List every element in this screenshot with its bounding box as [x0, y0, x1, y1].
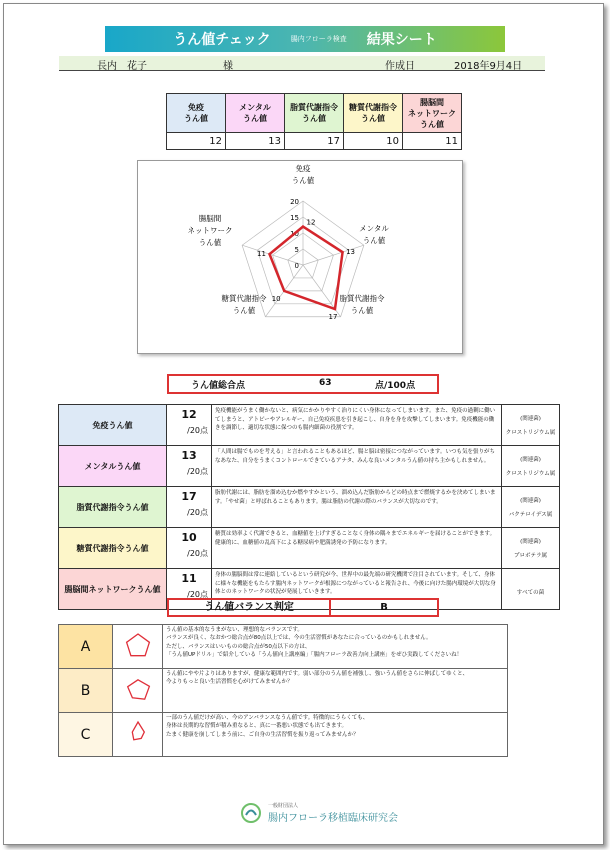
- balance-shape-cell: [113, 669, 163, 713]
- radar-data-point: [341, 251, 343, 253]
- detail-description: 脂肪代謝には、脂肪を溜め込むか燃やすかという、溜め込んだ脂肪からどの時点まで燃焼するかを決めてしまいます。「やせ菌」と呼ばれることもあります。腸は脂肪の代謝の際のバランスが大切なのです。: [212, 487, 502, 528]
- detail-row: [59, 405, 560, 446]
- detail-denominator: /20点: [187, 549, 208, 558]
- balance-shape-cell: [113, 625, 163, 669]
- radar-tick-label: 20: [290, 198, 299, 206]
- radar-value-label: 10: [271, 294, 281, 303]
- score-header-label: うん値: [361, 114, 385, 123]
- balance-description: うん値にやや片よりはありますが、健康な範囲内です。弱い部分のうん値を補強し、強いうん値をさらに伸ばしてゆくと、 今よりもっと良い生活習慣を心がけてみませんか？: [163, 669, 508, 713]
- score-header-label: メンタル: [239, 103, 271, 112]
- radar-axis-label: メンタル: [359, 224, 389, 233]
- related-label: (関連菌): [520, 416, 541, 422]
- radar-chart-frame: [137, 160, 463, 354]
- detail-score-cell: [167, 405, 212, 446]
- related-label: (関連菌): [520, 498, 541, 504]
- score-header-label: うん値: [420, 119, 444, 129]
- org-logo-icon: [240, 802, 262, 824]
- footer: [240, 802, 398, 824]
- radar-tick-label: 0: [294, 262, 299, 270]
- detail-category: メンタルうん値: [59, 446, 167, 487]
- radar-data-point: [302, 225, 304, 227]
- detail-score-cell: [167, 446, 212, 487]
- radar-axis-label: うん値: [350, 306, 374, 315]
- detail-score: 17: [181, 490, 197, 503]
- score-header-cell: [167, 94, 226, 133]
- score-header-label: うん値: [243, 114, 267, 123]
- radar-axis-label: うん値: [232, 306, 256, 315]
- radar-chart: [138, 161, 462, 353]
- score-value-cell: 11: [403, 133, 462, 150]
- result-sheet-label: 結果シート: [366, 32, 437, 48]
- detail-category: 免疫うん値: [59, 405, 167, 446]
- score-header-cell: [403, 94, 462, 133]
- related-label: (関連菌): [520, 539, 541, 545]
- detail-category: 脂質代謝指令うん値: [59, 487, 167, 528]
- detail-description: 免疫機能がうまく働かないと、病気にかかりやすく治りにくい身体になってしまいます。また、免疫の過剰に働いてしまうと、アトピーやアレルギー、自己免疫疾患を引き起こし、自身を身を攻撃してしまいます。免疫機能の働きを調節し、適切な状態に保つのも腸内細菌の役割です。: [212, 405, 502, 446]
- balance-description: 一部のうん値だけが高い、今のアンバランスなうん値です。特徴的にうらくても、 身体は長期的な習慣が積み重なると、真に一番悪い状態でも出てきます。 たまく健康を崩してしまう前に、ご自身の生活習慣を振り返ってみませんか？: [163, 713, 508, 757]
- radar-data-point: [268, 253, 270, 255]
- detail-row: [59, 446, 560, 487]
- score-header-label: うん値: [302, 114, 326, 123]
- balance-grade: C: [59, 713, 113, 757]
- radar-tick-label: 10: [290, 230, 299, 238]
- pentagon-shape-icon: [123, 718, 153, 748]
- balance-result: B: [380, 602, 388, 613]
- detail-row: [59, 487, 560, 528]
- detail-denominator: /20点: [187, 590, 208, 599]
- detail-denominator: /20点: [187, 508, 208, 517]
- radar-axis-label: ネットワーク: [187, 226, 233, 235]
- detail-related-bacteria: [502, 569, 560, 610]
- radar-value-label: 13: [346, 248, 356, 257]
- patient-name: 長内 花子: [97, 61, 147, 72]
- title: うん値チェック: [173, 32, 271, 48]
- org-type: 一般財団法人: [268, 803, 299, 809]
- detail-row: [59, 528, 560, 569]
- radar-tick-label: 5: [294, 246, 299, 254]
- detail-description: 糖質は効率よく代謝できると、血糖値を上げすぎることなく身体の隅々までエネルギーを届けることができます。 健康的に、血糖値の乱高下による糖尿病や肥満誘発の予防になります。: [212, 528, 502, 569]
- name-bar: [59, 56, 545, 71]
- radar-axis-label: 免疫: [295, 164, 311, 173]
- score-header-label: 糖質代謝指令: [349, 103, 397, 112]
- radar-value-label: 11: [257, 250, 266, 259]
- detail-score-cell: [167, 528, 212, 569]
- total-unit: 点/100点: [375, 381, 416, 391]
- org-name: 腸内フローラ移植臨床研究会: [268, 813, 398, 824]
- score-header-label: うん値: [184, 114, 208, 123]
- score-value-cell: 12: [167, 133, 226, 150]
- score-value-cell: 10: [344, 133, 403, 150]
- radar-data-point: [334, 308, 336, 310]
- radar-data-point: [283, 290, 285, 292]
- balance-table: [58, 624, 508, 757]
- score-table: [166, 93, 462, 150]
- score-header-label: 免疫: [188, 103, 204, 112]
- score-header-cell: [226, 94, 285, 133]
- detail-category: 腸脳間ネットワークうん値: [59, 569, 167, 610]
- detail-denominator: /20点: [187, 467, 208, 476]
- related-name: クロストリジウム属: [505, 430, 556, 436]
- score-header-cell: [285, 94, 344, 133]
- radar-tick-label: 15: [290, 214, 299, 222]
- radar-axis-label: 糖質代謝指令: [221, 294, 267, 303]
- related-name: すべての菌: [516, 590, 545, 596]
- score-header-label: 脂質代謝指令: [290, 103, 338, 112]
- score-value-cell: 17: [285, 133, 344, 150]
- pentagon-shape-icon: [123, 630, 153, 660]
- balance-description: うん値の基本的なうまがない、理想的なバランスです。 バランスが良く、なおかつ総合点が80点以上では、今の生活習慣があなたに合っているのかもしれません。 ただし、バランスはいいものの総合点が50点以下の方は、 「うん値UPドリル」で紹介している「うん値向上講座編」「腸内フローラ改善力向上講座」をぜひ実践してくださいね！: [163, 625, 508, 669]
- total-value: 63: [319, 378, 332, 388]
- result-sheet: [3, 3, 604, 845]
- balance-row: [59, 669, 508, 713]
- related-name: バクテロイデス属: [508, 512, 553, 518]
- honorific: 様: [223, 61, 233, 72]
- radar-axis-label: 脂質代謝指令: [339, 294, 385, 303]
- subtitle: 腸内フローラ検査: [290, 35, 347, 43]
- balance-shape-cell: [113, 713, 163, 757]
- radar-axis-label: うん値: [291, 176, 315, 185]
- radar-axis-label: 腸脳間: [198, 214, 222, 223]
- detail-table: [58, 404, 560, 610]
- detail-description: 身体の腸脳間は常に連絡しているという研究が今、世界中の最先端の研究機関で注目されています。そして、身体に様々な機能をもたらす腸内ネットワークが根源につながっていると報告され、今後に向けた腸内環境が大切な身体とのネットワークの状況が発展していきます。: [212, 569, 502, 610]
- detail-score: 11: [181, 572, 197, 585]
- radar-axis-label: うん値: [198, 238, 222, 247]
- score-header-cell: [344, 94, 403, 133]
- detail-score: 10: [181, 531, 197, 544]
- detail-related-bacteria: [502, 405, 560, 446]
- radar-axis-label: うん値: [362, 236, 386, 245]
- related-name: プロボテラ属: [513, 553, 547, 559]
- detail-related-bacteria: [502, 528, 560, 569]
- score-header-label: 腸脳間: [420, 97, 444, 107]
- detail-score: 13: [181, 449, 197, 462]
- related-name: クロストリジウム属: [505, 471, 556, 477]
- score-header-label: ネットワーク: [408, 108, 456, 118]
- pentagon-shape-icon: [123, 674, 153, 704]
- title-banner: [105, 26, 505, 52]
- total-label: うん値総合点: [191, 381, 246, 391]
- date-label: 作成日: [385, 61, 415, 72]
- total-score-box: [167, 374, 439, 394]
- report-date: 2018年9月4日: [454, 61, 523, 72]
- score-value-cell: 13: [226, 133, 285, 150]
- balance-grade: A: [59, 625, 113, 669]
- detail-score: 12: [181, 408, 197, 421]
- related-label: (関連菌): [520, 457, 541, 463]
- detail-denominator: /20点: [187, 426, 208, 435]
- radar-value-label: 17: [328, 313, 338, 322]
- detail-score-cell: [167, 487, 212, 528]
- detail-related-bacteria: [502, 446, 560, 487]
- balance-label: うん値バランス判定: [169, 600, 331, 615]
- detail-related-bacteria: [502, 487, 560, 528]
- balance-row: [59, 713, 508, 757]
- detail-category: 糖質代謝指令うん値: [59, 528, 167, 569]
- balance-grade: B: [59, 669, 113, 713]
- radar-value-label: 12: [306, 218, 316, 227]
- detail-description: 「人間は腸でものを考える」と言われることもあるほど、腸と脳は密接につながっています。いつも気を張りがちなあなた、自分をうまくコントロールできているアナタ、みんな良いメンタルうん値の持ち主かもしれません。: [212, 446, 502, 487]
- balance-row: [59, 625, 508, 669]
- balance-box: [167, 598, 439, 617]
